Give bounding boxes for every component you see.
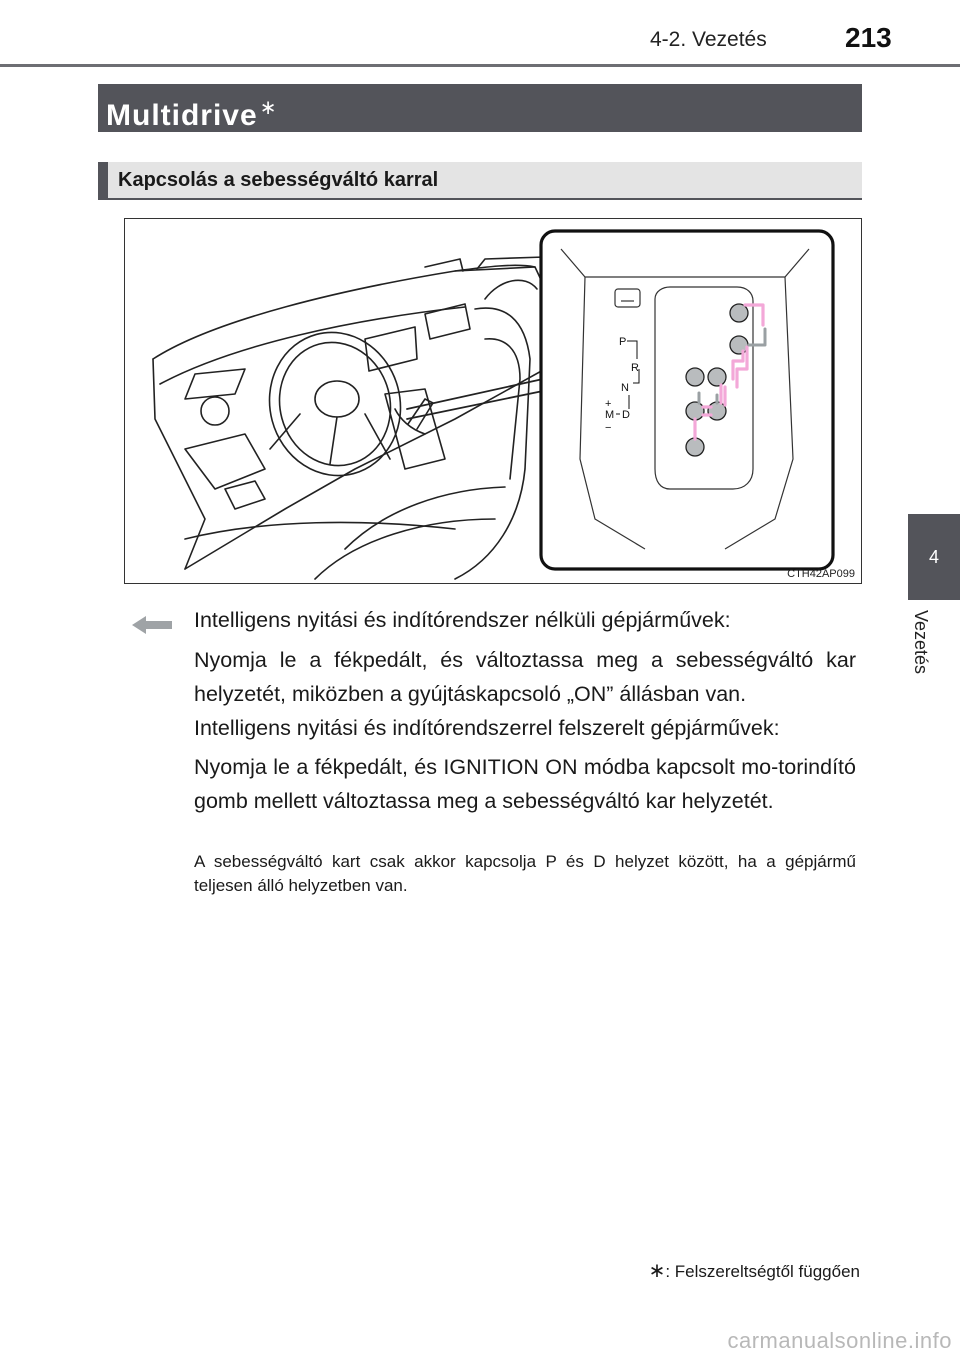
label-d: D [622,409,630,421]
chapter-label: Vezetés [911,610,931,675]
subsection-title: Kapcsolás a sebességváltó karral [98,162,862,200]
figure-illustration [124,218,862,584]
left-arrow-icon [130,612,174,638]
footnote-star: ∗ [648,1260,666,1282]
figure-code: CTH42AP099 [787,568,855,580]
label-p: P [619,336,627,348]
header-section: 4-2. Vezetés [650,28,767,51]
chapter-label-wrap [903,610,953,690]
title-star: ∗ [259,97,278,119]
section-title [98,84,862,132]
para1-heading: Intelligens nyitási és indítórendszer nélküli gépjárművek: [194,608,731,632]
footnote-text: : Felszereltségtől függően [665,1262,860,1281]
section-title-text: Multidrive [106,99,258,132]
label-n: N [621,382,629,394]
watermark: carmanualsonline.info [727,1328,952,1353]
page-number: 213 [845,22,892,53]
para1-text: Nyomja le a fékpedált, és változtassa meg a sebességváltó kar helyzetét, miközben a gyújtáskapcsoló „ON” állásban van. [194,648,856,706]
label-plus: + [605,398,612,410]
warning-note: A sebességváltó kart csak akkor kapcsolja P és D helyzet között, ha a gépjármű teljesen álló helyzetben van. [194,852,856,895]
para2-text: Nyomja le a fékpedált, és IGNITION ON módba kapcsolt mo-torindító gomb mellett változtassa meg a sebességváltó kar helyzetét. [194,755,856,813]
label-minus: − [605,422,612,434]
car-interior-illustration [125,219,861,583]
footnote [649,1258,860,1283]
header-rule [0,64,960,67]
para2-heading: Intelligens nyitási és indítórendszerrel felszerelt gépjárművek: [194,716,780,740]
chapter-number: 4 [928,546,939,567]
chapter-tab[interactable] [908,514,960,600]
label-r: R [631,362,639,374]
label-m: M [605,409,615,421]
